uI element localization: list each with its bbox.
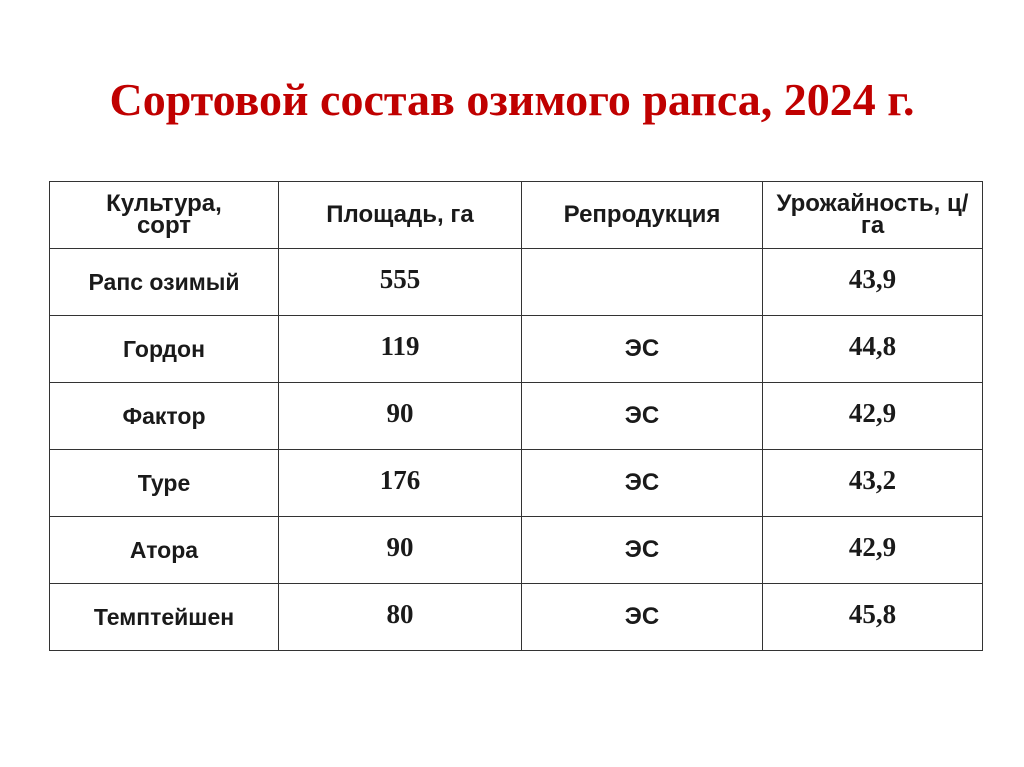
cell-crop: Атора	[50, 517, 279, 584]
header-crop: Культура, сорт	[50, 182, 279, 249]
table-row	[50, 249, 983, 316]
table-row	[50, 517, 983, 584]
cell-yield: 42,9	[763, 383, 983, 450]
cell-crop: Туре	[50, 450, 279, 517]
cell-yield: 44,8	[763, 316, 983, 383]
cell-area: 555	[279, 249, 522, 316]
cell-crop: Фактор	[50, 383, 279, 450]
header-yield: Урожайность, ц/га	[763, 182, 983, 249]
table-row	[50, 450, 983, 517]
cell-area: 90	[279, 383, 522, 450]
cell-area: 119	[279, 316, 522, 383]
variety-table	[49, 181, 983, 651]
cell-crop: Гордон	[50, 316, 279, 383]
cell-reproduction: ЭС	[522, 584, 763, 651]
table-row	[50, 316, 983, 383]
cell-crop: Темптейшен	[50, 584, 279, 651]
header-area: Площадь, га	[279, 182, 522, 249]
table-header-row	[50, 182, 983, 249]
cell-yield: 45,8	[763, 584, 983, 651]
cell-area: 90	[279, 517, 522, 584]
cell-area: 80	[279, 584, 522, 651]
cell-yield: 42,9	[763, 517, 983, 584]
cell-reproduction	[522, 249, 763, 316]
cell-reproduction: ЭС	[522, 316, 763, 383]
cell-crop: Рапс озимый	[50, 249, 279, 316]
table-row	[50, 584, 983, 651]
cell-yield: 43,2	[763, 450, 983, 517]
page-title: Сортовой состав озимого рапса, 2024 г.	[109, 74, 915, 125]
cell-reproduction: ЭС	[522, 383, 763, 450]
cell-area: 176	[279, 450, 522, 517]
cell-yield: 43,9	[763, 249, 983, 316]
cell-reproduction: ЭС	[522, 517, 763, 584]
cell-reproduction: ЭС	[522, 450, 763, 517]
header-reproduction: Репродукция	[522, 182, 763, 249]
table-row	[50, 383, 983, 450]
